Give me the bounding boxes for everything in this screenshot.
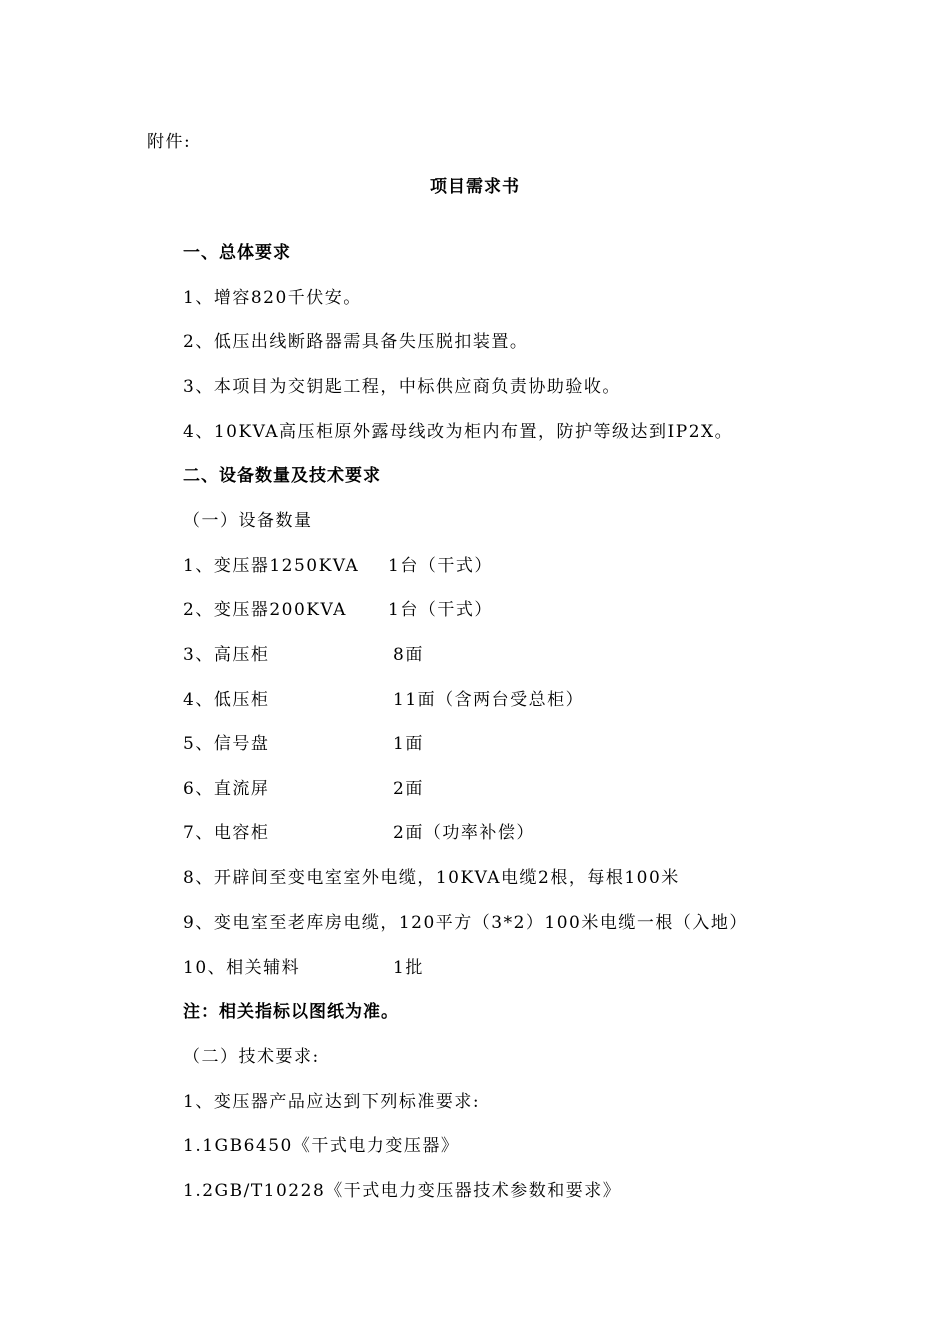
tech-item: 1.1GB6450《干式电力变压器》: [183, 1136, 460, 1156]
equipment-item-name: 6、直流屏: [183, 779, 270, 799]
equipment-item-name: 1、变压器1250KVA: [183, 556, 360, 576]
section-heading-general: 一、总体要求: [183, 243, 291, 263]
equipment-item-qty: 1面: [393, 734, 424, 754]
attachment-label: 附件:: [147, 132, 192, 152]
equipment-item-qty: 8面: [393, 645, 424, 665]
equipment-item-qty: 1批: [393, 958, 424, 978]
equipment-item-name: 2、变压器200KVA: [183, 600, 347, 620]
section-heading-equipment: 二、设备数量及技术要求: [183, 466, 381, 486]
general-item-4: 4、10KVA高压柜原外露母线改为柜内布置，防护等级达到IP2X。: [183, 422, 734, 442]
tech-item: 1、变压器产品应达到下列标准要求:: [183, 1092, 481, 1112]
general-item-2: 2、低压出线断路器需具备失压脱扣装置。: [183, 332, 529, 352]
equipment-item-name: 5、信号盘: [183, 734, 270, 754]
equipment-item-qty: 1台（干式）: [388, 556, 493, 576]
equipment-item-qty: 1台（干式）: [388, 600, 493, 620]
equipment-item-qty: 2面: [393, 779, 424, 799]
equipment-item-name: 7、电容柜: [183, 823, 270, 843]
equipment-item-qty: 2面（功率补偿）: [393, 823, 535, 843]
general-item-1: 1、增容820千伏安。: [183, 288, 362, 308]
tech-item: 1.2GB/T10228《干式电力变压器技术参数和要求》: [183, 1181, 622, 1201]
document-title: 项目需求书: [430, 177, 520, 197]
equipment-item-name: 10、相关辅料: [183, 958, 301, 978]
note: 注：相关指标以图纸为准。: [183, 1002, 399, 1022]
subsection-heading-tech: （二）技术要求:: [183, 1047, 320, 1067]
equipment-item-qty: 11面（含两台受总柜）: [393, 690, 585, 710]
equipment-item-name: 3、高压柜: [183, 645, 270, 665]
equipment-item-name: 4、低压柜: [183, 690, 270, 710]
general-item-3: 3、本项目为交钥匙工程，中标供应商负责协助验收。: [183, 377, 621, 397]
equipment-item-9: 9、变电室至老库房电缆，120平方（3*2）100米电缆一根（入地）: [183, 913, 748, 933]
subsection-heading-quantity: （一）设备数量: [183, 511, 313, 531]
equipment-item-8: 8、开辟间至变电室室外电缆，10KVA电缆2根，每根100米: [183, 868, 680, 888]
